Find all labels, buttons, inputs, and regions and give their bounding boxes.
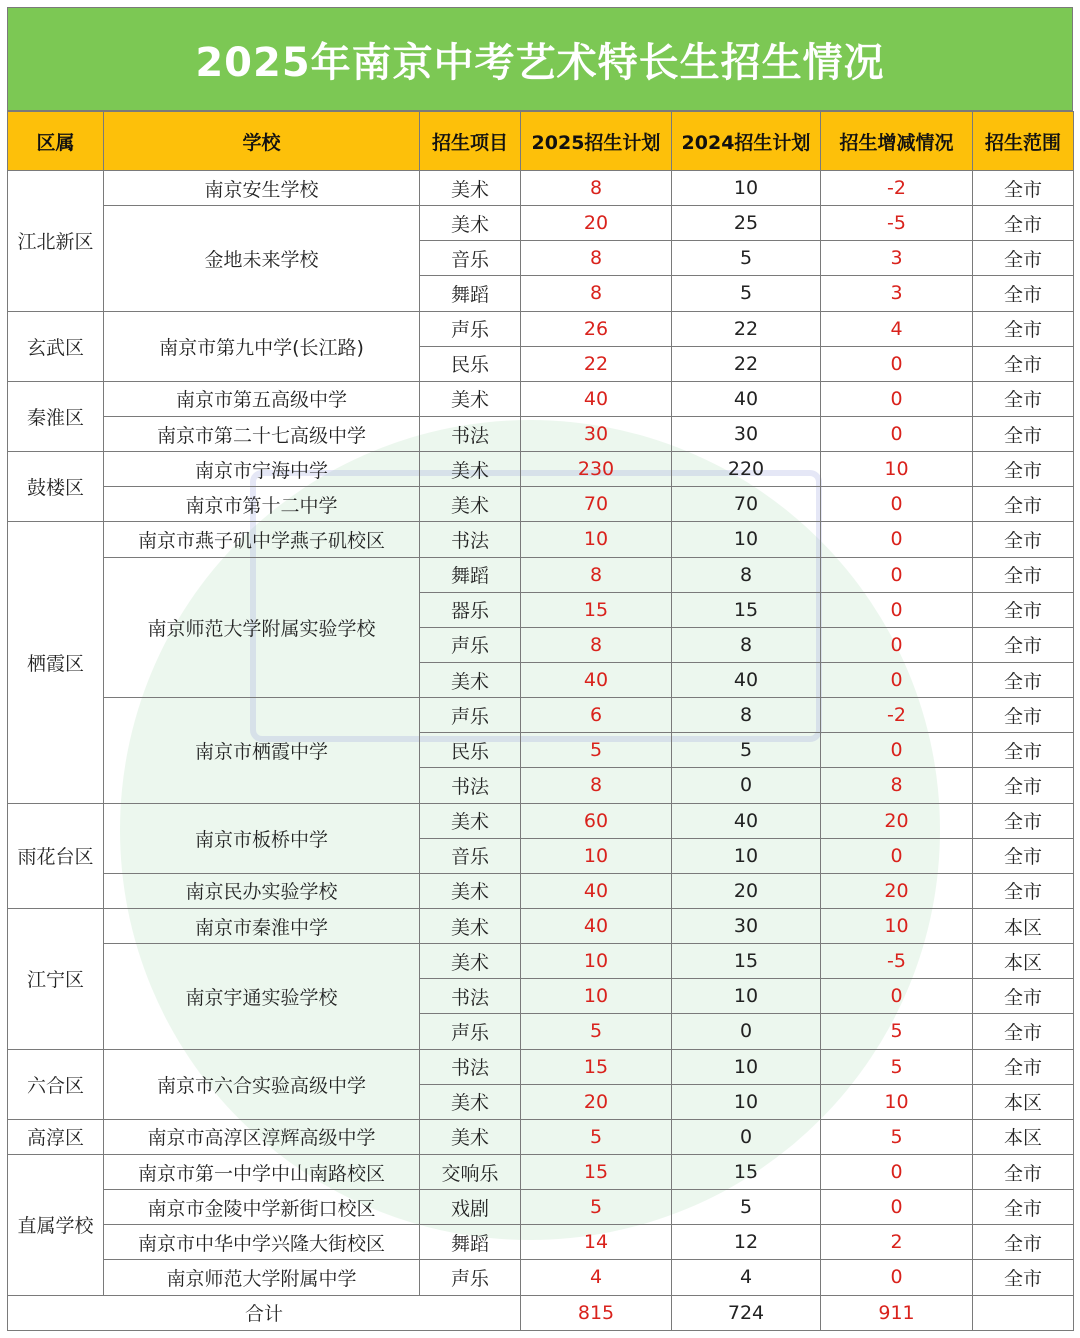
plan-2024-cell: 40 — [672, 381, 821, 416]
project-cell: 器乐 — [420, 592, 521, 627]
plan-2024-cell: 0 — [672, 1119, 821, 1154]
school-cell: 南京市金陵中学新街口校区 — [104, 1190, 420, 1225]
project-cell: 书法 — [420, 768, 521, 803]
school-cell: 南京市第九中学(长江路) — [104, 311, 420, 381]
change-cell: 8 — [821, 768, 973, 803]
plan-2024-cell: 10 — [672, 838, 821, 873]
plan-2025-cell: 8 — [521, 557, 672, 592]
scope-cell: 全市 — [973, 452, 1074, 487]
total-change: 911 — [821, 1295, 973, 1330]
plan-2024-cell: 30 — [672, 416, 821, 451]
change-cell: 0 — [821, 1154, 973, 1189]
school-cell: 南京市宁海中学 — [104, 452, 420, 487]
change-cell: 0 — [821, 592, 973, 627]
project-cell: 美术 — [420, 1119, 521, 1154]
table-row — [8, 381, 1074, 416]
scope-cell: 本区 — [973, 944, 1074, 979]
change-cell: 0 — [821, 733, 973, 768]
table-row — [8, 416, 1074, 451]
header-plan-2025: 2025招生计划 — [521, 112, 672, 171]
plan-2025-cell: 10 — [521, 979, 672, 1014]
scope-cell: 全市 — [973, 592, 1074, 627]
scope-cell: 全市 — [973, 1190, 1074, 1225]
district-cell: 栖霞区 — [8, 522, 104, 803]
project-cell: 舞蹈 — [420, 276, 521, 311]
school-cell: 金地未来学校 — [104, 206, 420, 311]
school-cell: 南京市第五高级中学 — [104, 381, 420, 416]
plan-2024-cell: 5 — [672, 1190, 821, 1225]
table-row — [8, 1154, 1074, 1189]
table-row — [8, 873, 1074, 908]
school-cell: 南京师范大学附属中学 — [104, 1260, 420, 1295]
table-row — [8, 311, 1074, 346]
plan-2025-cell: 15 — [521, 1154, 672, 1189]
plan-2025-cell: 5 — [521, 1190, 672, 1225]
plan-2025-cell: 8 — [521, 171, 672, 206]
plan-2024-cell: 8 — [672, 698, 821, 733]
plan-2025-cell: 10 — [521, 522, 672, 557]
change-cell: 20 — [821, 873, 973, 908]
change-cell: 5 — [821, 1014, 973, 1049]
change-cell: 0 — [821, 1190, 973, 1225]
district-cell: 高淳区 — [8, 1119, 104, 1154]
header-school: 学校 — [104, 112, 420, 171]
district-cell: 玄武区 — [8, 311, 104, 381]
project-cell: 美术 — [420, 1084, 521, 1119]
project-cell: 美术 — [420, 452, 521, 487]
change-cell: 20 — [821, 803, 973, 838]
project-cell: 声乐 — [420, 698, 521, 733]
change-cell: 0 — [821, 346, 973, 381]
header-plan-2024: 2024招生计划 — [672, 112, 821, 171]
plan-2024-cell: 8 — [672, 627, 821, 662]
plan-2024-cell: 5 — [672, 276, 821, 311]
change-cell: 0 — [821, 381, 973, 416]
project-cell: 声乐 — [420, 1260, 521, 1295]
scope-cell: 全市 — [973, 1014, 1074, 1049]
scope-cell: 全市 — [973, 557, 1074, 592]
table-row — [8, 487, 1074, 522]
district-cell: 秦淮区 — [8, 381, 104, 451]
scope-cell: 全市 — [973, 838, 1074, 873]
plan-2025-cell: 10 — [521, 944, 672, 979]
plan-2025-cell: 5 — [521, 1014, 672, 1049]
change-cell: 10 — [821, 908, 973, 943]
plan-2024-cell: 10 — [672, 979, 821, 1014]
scope-cell: 全市 — [973, 873, 1074, 908]
change-cell: -5 — [821, 206, 973, 241]
change-cell: 2 — [821, 1225, 973, 1260]
change-cell: 0 — [821, 487, 973, 522]
plan-2024-cell: 40 — [672, 803, 821, 838]
scope-cell: 全市 — [973, 346, 1074, 381]
scope-cell: 全市 — [973, 662, 1074, 697]
plan-2024-cell: 20 — [672, 873, 821, 908]
change-cell: 0 — [821, 557, 973, 592]
change-cell: 0 — [821, 838, 973, 873]
plan-2025-cell: 4 — [521, 1260, 672, 1295]
project-cell: 美术 — [420, 487, 521, 522]
scope-cell: 全市 — [973, 803, 1074, 838]
plan-2025-cell: 10 — [521, 838, 672, 873]
table-row — [8, 1225, 1074, 1260]
plan-2025-cell: 40 — [521, 662, 672, 697]
project-cell: 书法 — [420, 522, 521, 557]
plan-2025-cell: 20 — [521, 1084, 672, 1119]
project-cell: 美术 — [420, 908, 521, 943]
table-row — [8, 452, 1074, 487]
table-row — [8, 557, 1074, 592]
plan-2024-cell: 10 — [672, 1049, 821, 1084]
plan-2025-cell: 20 — [521, 206, 672, 241]
project-cell: 舞蹈 — [420, 1225, 521, 1260]
header-project: 招生项目 — [420, 112, 521, 171]
project-cell: 美术 — [420, 381, 521, 416]
plan-2025-cell: 8 — [521, 768, 672, 803]
project-cell: 美术 — [420, 873, 521, 908]
plan-2024-cell: 30 — [672, 908, 821, 943]
project-cell: 声乐 — [420, 1014, 521, 1049]
scope-cell: 全市 — [973, 979, 1074, 1014]
plan-2025-cell: 40 — [521, 873, 672, 908]
table-row — [8, 522, 1074, 557]
plan-2025-cell: 8 — [521, 276, 672, 311]
change-cell: 0 — [821, 416, 973, 451]
plan-2025-cell: 22 — [521, 346, 672, 381]
scope-cell: 全市 — [973, 698, 1074, 733]
total-plan-2024: 724 — [672, 1295, 821, 1330]
plan-2025-cell: 5 — [521, 1119, 672, 1154]
scope-cell: 全市 — [973, 1225, 1074, 1260]
table-row — [8, 908, 1074, 943]
scope-cell: 全市 — [973, 1260, 1074, 1295]
school-cell: 南京市第二十七高级中学 — [104, 416, 420, 451]
plan-2024-cell: 10 — [672, 1084, 821, 1119]
plan-2024-cell: 10 — [672, 522, 821, 557]
table-row — [8, 1190, 1074, 1225]
school-cell: 南京市秦淮中学 — [104, 908, 420, 943]
scope-cell: 全市 — [973, 1154, 1074, 1189]
plan-2024-cell: 0 — [672, 768, 821, 803]
plan-2024-cell: 25 — [672, 206, 821, 241]
school-cell: 南京市第十二中学 — [104, 487, 420, 522]
change-cell: -5 — [821, 944, 973, 979]
scope-cell: 全市 — [973, 241, 1074, 276]
table-row — [8, 803, 1074, 838]
table-row — [8, 698, 1074, 733]
project-cell: 书法 — [420, 416, 521, 451]
district-cell: 直属学校 — [8, 1154, 104, 1295]
school-cell: 南京宇通实验学校 — [104, 944, 420, 1049]
plan-2024-cell: 10 — [672, 171, 821, 206]
plan-2025-cell: 60 — [521, 803, 672, 838]
scope-cell: 全市 — [973, 487, 1074, 522]
scope-cell: 本区 — [973, 908, 1074, 943]
table-row — [8, 1260, 1074, 1295]
school-cell: 南京市栖霞中学 — [104, 698, 420, 803]
total-label: 合计 — [8, 1295, 521, 1330]
change-cell: 4 — [821, 311, 973, 346]
total-row — [8, 1295, 1074, 1330]
scope-cell: 本区 — [973, 1084, 1074, 1119]
school-cell: 南京安生学校 — [104, 171, 420, 206]
table-body — [8, 171, 1074, 1331]
project-cell: 书法 — [420, 1049, 521, 1084]
page-title: 2025年南京中考艺术特长生招生情况 — [7, 7, 1073, 111]
table-row — [8, 1049, 1074, 1084]
change-cell: 0 — [821, 522, 973, 557]
plan-2025-cell: 30 — [521, 416, 672, 451]
district-cell: 江北新区 — [8, 171, 104, 312]
enrollment-sheet — [7, 7, 1073, 1331]
plan-2025-cell: 8 — [521, 627, 672, 662]
district-cell: 六合区 — [8, 1049, 104, 1119]
plan-2025-cell: 5 — [521, 733, 672, 768]
plan-2025-cell: 70 — [521, 487, 672, 522]
project-cell: 音乐 — [420, 838, 521, 873]
plan-2024-cell: 15 — [672, 1154, 821, 1189]
total-plan-2025: 815 — [521, 1295, 672, 1330]
change-cell: 0 — [821, 979, 973, 1014]
change-cell: 5 — [821, 1049, 973, 1084]
plan-2024-cell: 40 — [672, 662, 821, 697]
change-cell: 0 — [821, 1260, 973, 1295]
scope-cell: 全市 — [973, 416, 1074, 451]
scope-cell: 全市 — [973, 733, 1074, 768]
plan-2024-cell: 5 — [672, 241, 821, 276]
project-cell: 声乐 — [420, 311, 521, 346]
plan-2025-cell: 8 — [521, 241, 672, 276]
header-scope: 招生范围 — [973, 112, 1074, 171]
project-cell: 声乐 — [420, 627, 521, 662]
project-cell: 美术 — [420, 803, 521, 838]
plan-2024-cell: 12 — [672, 1225, 821, 1260]
project-cell: 戏剧 — [420, 1190, 521, 1225]
change-cell: 10 — [821, 452, 973, 487]
enrollment-table — [7, 111, 1074, 1331]
plan-2025-cell: 15 — [521, 1049, 672, 1084]
scope-cell: 全市 — [973, 1049, 1074, 1084]
school-cell: 南京市中华中学兴隆大街校区 — [104, 1225, 420, 1260]
plan-2024-cell: 15 — [672, 592, 821, 627]
scope-cell: 本区 — [973, 1119, 1074, 1154]
district-cell: 雨花台区 — [8, 803, 104, 908]
district-cell: 江宁区 — [8, 908, 104, 1049]
school-cell: 南京市燕子矶中学燕子矶校区 — [104, 522, 420, 557]
plan-2025-cell: 26 — [521, 311, 672, 346]
project-cell: 书法 — [420, 979, 521, 1014]
scope-cell: 全市 — [973, 311, 1074, 346]
table-row — [8, 206, 1074, 241]
plan-2024-cell: 22 — [672, 311, 821, 346]
plan-2024-cell: 8 — [672, 557, 821, 592]
scope-cell: 全市 — [973, 206, 1074, 241]
scope-cell: 全市 — [973, 627, 1074, 662]
project-cell: 舞蹈 — [420, 557, 521, 592]
school-cell: 南京市高淳区淳辉高级中学 — [104, 1119, 420, 1154]
project-cell: 民乐 — [420, 346, 521, 381]
scope-cell: 全市 — [973, 768, 1074, 803]
change-cell: -2 — [821, 171, 973, 206]
change-cell: 3 — [821, 276, 973, 311]
school-cell: 南京市板桥中学 — [104, 803, 420, 873]
change-cell: -2 — [821, 698, 973, 733]
change-cell: 0 — [821, 627, 973, 662]
plan-2024-cell: 0 — [672, 1014, 821, 1049]
header-change: 招生增减情况 — [821, 112, 973, 171]
school-cell: 南京民办实验学校 — [104, 873, 420, 908]
plan-2025-cell: 14 — [521, 1225, 672, 1260]
project-cell: 美术 — [420, 662, 521, 697]
project-cell: 美术 — [420, 206, 521, 241]
plan-2025-cell: 40 — [521, 381, 672, 416]
plan-2024-cell: 220 — [672, 452, 821, 487]
scope-cell: 全市 — [973, 522, 1074, 557]
school-cell: 南京市六合实验高级中学 — [104, 1049, 420, 1119]
scope-cell: 全市 — [973, 276, 1074, 311]
plan-2025-cell: 230 — [521, 452, 672, 487]
plan-2024-cell: 22 — [672, 346, 821, 381]
change-cell: 5 — [821, 1119, 973, 1154]
scope-cell: 全市 — [973, 171, 1074, 206]
plan-2024-cell: 15 — [672, 944, 821, 979]
header-district: 区属 — [8, 112, 104, 171]
change-cell: 3 — [821, 241, 973, 276]
project-cell: 音乐 — [420, 241, 521, 276]
project-cell: 美术 — [420, 944, 521, 979]
school-cell: 南京市第一中学中山南路校区 — [104, 1154, 420, 1189]
table-row — [8, 1119, 1074, 1154]
change-cell: 10 — [821, 1084, 973, 1119]
project-cell: 交响乐 — [420, 1154, 521, 1189]
plan-2024-cell: 4 — [672, 1260, 821, 1295]
table-row — [8, 171, 1074, 206]
header-row — [8, 112, 1074, 171]
total-scope — [973, 1295, 1074, 1330]
plan-2025-cell: 40 — [521, 908, 672, 943]
project-cell: 民乐 — [420, 733, 521, 768]
plan-2025-cell: 6 — [521, 698, 672, 733]
district-cell: 鼓楼区 — [8, 452, 104, 522]
table-row — [8, 944, 1074, 979]
scope-cell: 全市 — [973, 381, 1074, 416]
plan-2024-cell: 70 — [672, 487, 821, 522]
project-cell: 美术 — [420, 171, 521, 206]
change-cell: 0 — [821, 662, 973, 697]
plan-2024-cell: 5 — [672, 733, 821, 768]
school-cell: 南京师范大学附属实验学校 — [104, 557, 420, 698]
plan-2025-cell: 15 — [521, 592, 672, 627]
